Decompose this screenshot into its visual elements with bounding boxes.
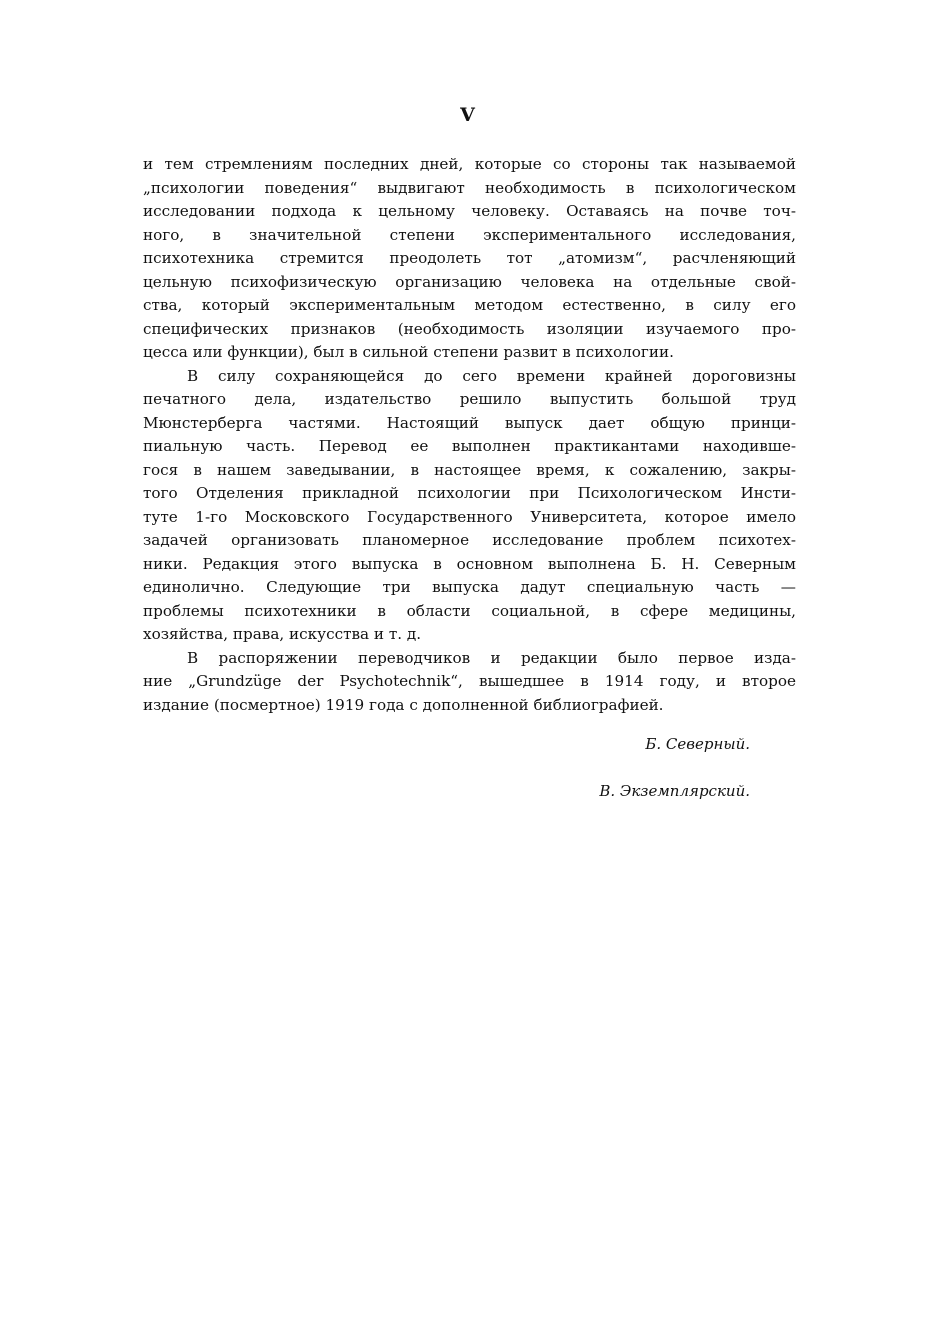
text-line: цельную психофизическую организацию человека на отдельные свой- [143, 272, 796, 291]
text-line: задачей организовать планомерное исследование проблем психотех- [143, 531, 796, 549]
text-line: пиальную часть. Перевод ее выполнен практикантами находивше- [143, 437, 796, 455]
page-number: V [460, 104, 476, 126]
signature-ekzemplyarsky: В. Экземплярский. [599, 782, 750, 800]
text-line: ние „Grundzüge der Psychotechnik“, вышедшее в 1914 году, и второе [143, 672, 796, 690]
text-line: и тем стремлениям последних дней, которые со стороны так называемой [143, 155, 796, 173]
text-line: издание (посмертное) 1919 года с дополненной библиографией. [143, 695, 664, 714]
text-line: того Отделения прикладной психологии при Психологическом Инсти- [143, 484, 796, 502]
text-line: единолично. Следующие три выпуска дадут специальную часть — [143, 578, 796, 596]
signature-severny: Б. Северный. [645, 735, 750, 753]
text-line: Мюнстерберга частями. Настоящий выпуск дает общую принци- [143, 413, 796, 432]
text-line: цесса или функции), был в сильной степени развит в психологии. [143, 343, 674, 361]
text-line: печатного дела, издательство решило выпустить большой труд [143, 390, 796, 408]
text-line: туте 1-го Московского Государственного Университета, которое имело [143, 507, 796, 526]
text-line: гося в нашем заведывании, в настоящее время, к сожалению, закры- [143, 460, 796, 479]
text-line: ники. Редакция этого выпуска в основном выполнена Б. Н. Северным [143, 554, 796, 573]
text-line: „психологии поведения“ выдвигают необходимость в психологическом [143, 178, 796, 197]
text-line: В силу сохраняющейся до сего времени крайней дороговизны [187, 366, 796, 385]
text-line: исследовании подхода к цельному человеку. Оставаясь на почве точ- [143, 202, 796, 220]
text-line: хозяйства, права, искусства и т. д. [143, 625, 422, 643]
body-text [143, 153, 796, 717]
signatures [599, 733, 750, 827]
text-line: специфических признаков (необходимость изоляции изучаемого про- [143, 319, 796, 338]
text-line: психотехника стремится преодолеть тот „атомизм“, расчленяющий [143, 249, 796, 267]
text-line: В распоряжении переводчиков и редакции было первое изда- [187, 648, 796, 667]
text-line: ного, в значительной степени экспериментального исследования, [143, 225, 796, 244]
text-line: ства, который экспериментальным методом естественно, в силу его [143, 296, 796, 314]
text-line: проблемы психотехники в области социальной, в сфере медицины, [143, 601, 796, 620]
